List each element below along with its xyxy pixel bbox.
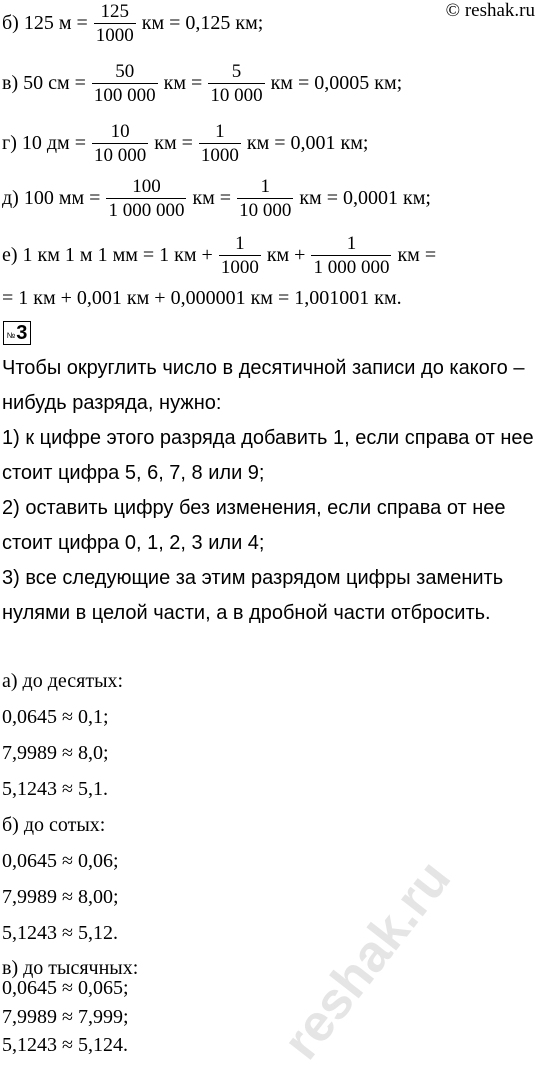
eq-v-fraction-1 <box>92 62 158 105</box>
eq-d-fraction-2 <box>237 177 293 220</box>
eq-e-numerator-1: 1 <box>235 232 245 254</box>
answer-line: 0,0645 ≈ 0,1; <box>2 706 109 728</box>
eq-v-fraction-2 <box>208 62 264 105</box>
eq-b-fraction <box>94 2 136 45</box>
equation-b <box>2 0 547 46</box>
eq-b-suffix: км = 0,125 км; <box>141 11 264 34</box>
rule-line: 1) к цифре этого разряда добавить 1, если справа от нее <box>2 427 534 449</box>
eq-d-fraction-1 <box>106 177 186 220</box>
answer-line: 5,1243 ≈ 5,1. <box>2 778 108 800</box>
rule-line: 3) все следующие за этим разрядом цифры заменить <box>2 567 504 589</box>
eq-d-denominator-2: 10 000 <box>239 199 292 221</box>
eq-g-denominator-2: 1000 <box>200 144 239 166</box>
answer-heading: б) до сотых: <box>2 814 106 836</box>
eq-e-prefix: е) 1 км 1 м 1 мм = 1 км + <box>2 243 213 266</box>
eq-g-suffix: км = 0,001 км; <box>246 131 369 154</box>
answer-heading: а) до десятых: <box>2 670 124 692</box>
eq-e-suffix: км = <box>397 243 437 266</box>
eq-b-numerator: 125 <box>100 0 130 22</box>
equation-d <box>2 175 547 221</box>
diagonal-watermark: reshak.ru <box>272 849 462 1071</box>
eq-d-numerator-1: 100 <box>132 175 161 197</box>
eq-e-denominator-2: 1 000 000 <box>313 256 390 278</box>
eq-b-denominator: 1000 <box>95 24 134 46</box>
eq-g-numerator-2: 1 <box>215 120 225 142</box>
eq-g-denominator-1: 10 000 <box>93 144 147 166</box>
equation-e-continuation: = 1 км + 0,001 км + 0,000001 км = 1,001001 км. <box>2 287 402 309</box>
eq-v-denominator-1: 100 000 <box>93 84 156 106</box>
eq-d-numerator-2: 1 <box>260 175 270 197</box>
site-watermark: © reshak.ru <box>445 0 535 21</box>
answer-line: 5,1243 ≈ 5,124. <box>2 1034 128 1056</box>
eq-e-fraction-2 <box>311 234 391 277</box>
eq-e-fraction-1 <box>219 234 261 277</box>
rule-line: Чтобы округлить число в десятичной записи до какого – <box>2 357 525 379</box>
rule-line: нулями в целой части, а в дробной части отбросить. <box>2 602 491 624</box>
eq-v-mid: км = <box>163 71 203 94</box>
eq-v-numerator-2: 5 <box>231 60 242 82</box>
eq-g-numerator-1: 10 <box>110 120 130 142</box>
eq-d-suffix: км = 0,0001 км; <box>299 186 431 209</box>
eq-g-fraction-1 <box>92 122 148 165</box>
answer-line: 7,9989 ≈ 8,0; <box>2 742 109 764</box>
answer-line: 7,9989 ≈ 7,999; <box>2 1006 129 1028</box>
eq-g-fraction-2 <box>199 122 241 165</box>
answer-heading: в) до тысячных: <box>2 957 139 979</box>
equation-v <box>2 60 547 106</box>
equation-g <box>2 120 547 166</box>
rule-line: стоит цифра 5, 6, 7, 8 или 9; <box>2 462 265 484</box>
eq-d-mid: км = <box>192 186 232 209</box>
answer-line: 7,9989 ≈ 8,00; <box>2 886 119 908</box>
eq-v-numerator-1: 50 <box>115 60 135 82</box>
task-number-badge <box>3 321 31 345</box>
eq-e-mid: км + <box>266 243 306 266</box>
answer-line: 0,0645 ≈ 0,065; <box>2 977 129 999</box>
eq-v-denominator-2: 10 000 <box>210 84 263 106</box>
rule-line: стоит цифра 0, 1, 2, 3 или 4; <box>2 532 265 554</box>
task-number-prefix: № <box>6 331 16 340</box>
eq-d-denominator-1: 1 000 000 <box>108 199 185 221</box>
eq-v-suffix: км = 0,0005 км; <box>270 71 403 94</box>
eq-e-numerator-2: 1 <box>346 232 357 254</box>
task-number: 3 <box>16 322 28 344</box>
eq-d-prefix: д) 100 мм = <box>2 186 101 209</box>
eq-v-prefix: в) 50 см = <box>2 71 86 94</box>
rule-line: нибудь разряда, нужно: <box>2 392 222 414</box>
eq-g-prefix: г) 10 дм = <box>2 131 86 154</box>
eq-e-denominator-1: 1000 <box>220 256 259 278</box>
answer-line: 5,1243 ≈ 5,12. <box>2 922 118 944</box>
eq-g-mid: км = <box>154 131 193 154</box>
eq-b-prefix: б) 125 м = <box>2 11 88 34</box>
equation-e <box>2 232 547 278</box>
rule-line: 2) оставить цифру без изменения, если справа от нее <box>2 497 506 519</box>
answer-line: 0,0645 ≈ 0,06; <box>2 850 119 872</box>
